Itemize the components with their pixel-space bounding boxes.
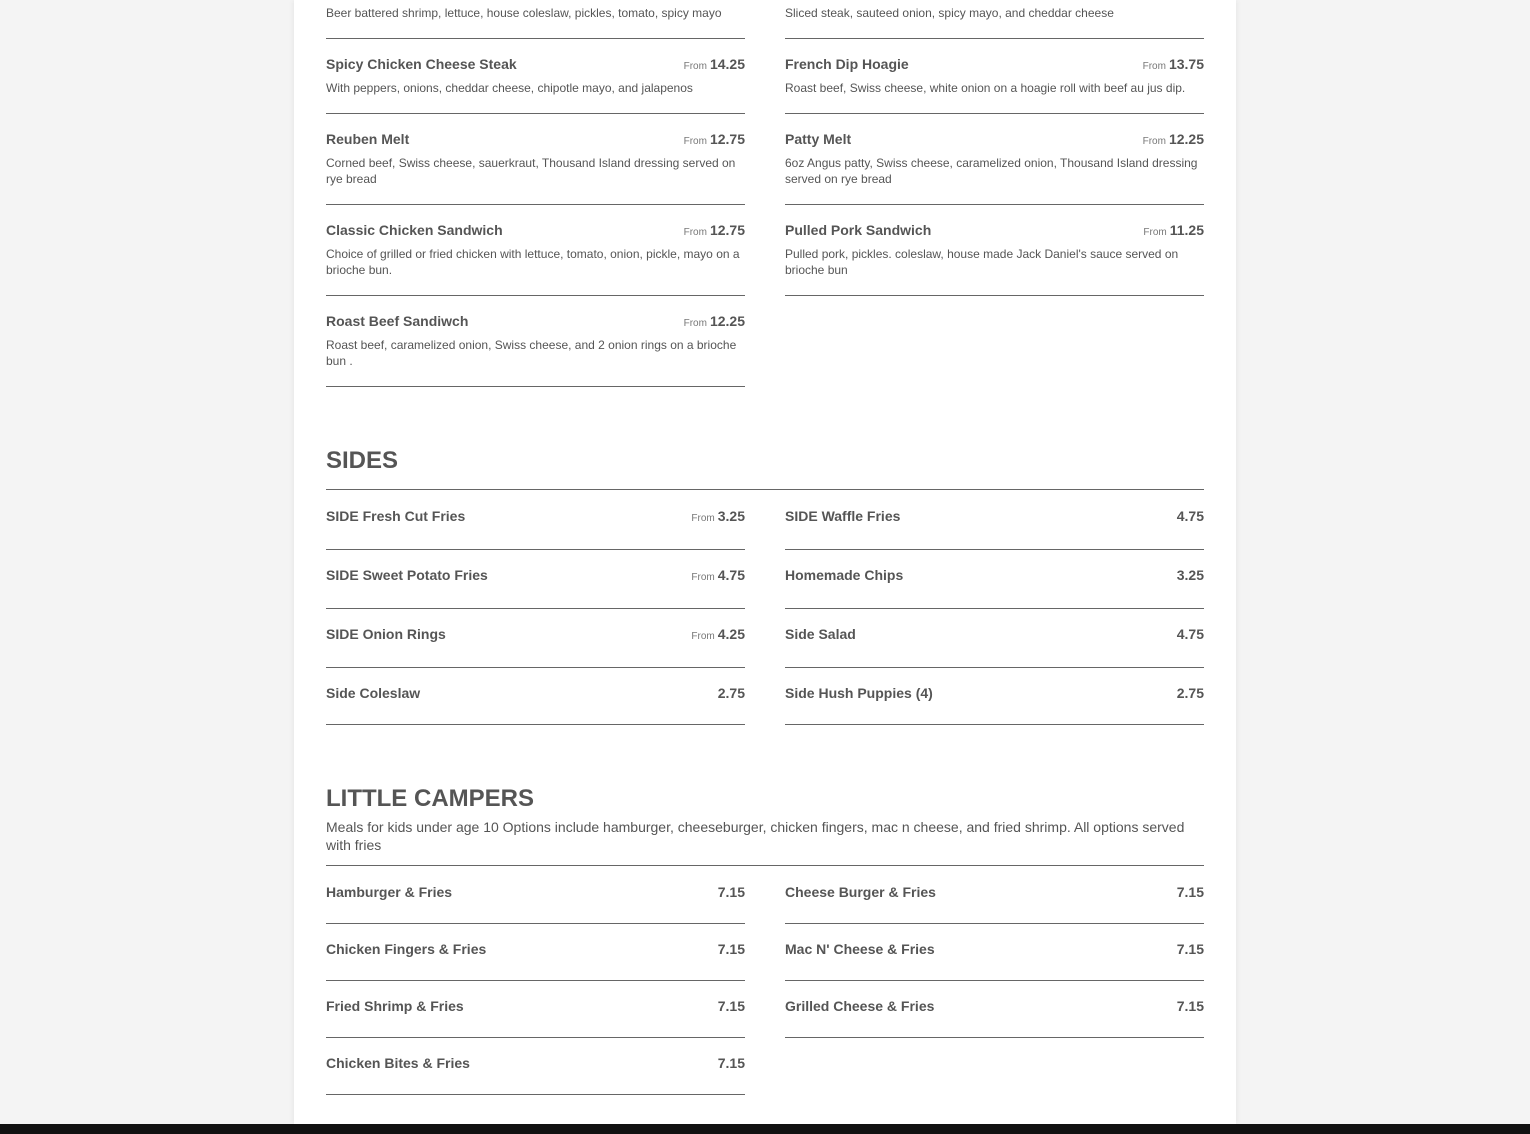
- item-name: Mac N' Cheese & Fries: [785, 941, 935, 957]
- item-price: [691, 508, 745, 527]
- item-price: [691, 626, 745, 645]
- section-description: Meals for kids under age 10 Options include hamburger, cheeseburger, chicken fingers, mac n cheese, and fried shrimp. All options served with fries: [326, 819, 1185, 853]
- price-value: 12.75: [709, 222, 745, 238]
- price-value: 12.75: [709, 131, 745, 147]
- from-label: From: [1142, 61, 1166, 72]
- item-price: [1143, 56, 1204, 75]
- price-value: 11.25: [1169, 222, 1204, 238]
- item-price: 4.75: [1176, 508, 1204, 524]
- menu-item[interactable]: [326, 56, 745, 114]
- menu-item[interactable]: [785, 567, 1204, 609]
- section-title-little-campers: LITTLE CAMPERS: [326, 785, 534, 812]
- item-price: [684, 313, 745, 332]
- item-description: Roast beef, Swiss cheese, white onion on a hoagie roll with beef au jus dip.: [785, 81, 1186, 95]
- menu-item[interactable]: [326, 884, 745, 924]
- menu-item-partial-left[interactable]: [326, 0, 745, 39]
- item-price: 7.15: [1176, 998, 1204, 1014]
- item-name: Side Hush Puppies (4): [785, 685, 933, 701]
- price-value: 14.25: [709, 56, 745, 72]
- from-label: From: [1143, 227, 1167, 238]
- item-name: Chicken Fingers & Fries: [326, 941, 487, 957]
- menu-item[interactable]: [326, 567, 745, 609]
- item-name: Side Coleslaw: [326, 685, 421, 701]
- item-name: Hamburger & Fries: [326, 884, 453, 900]
- menu-item[interactable]: [785, 131, 1204, 205]
- menu-item[interactable]: [326, 998, 745, 1038]
- menu-item[interactable]: [785, 222, 1204, 296]
- from-label: From: [691, 572, 715, 583]
- item-description: Roast beef, caramelized onion, Swiss cheese, and 2 onion rings on a brioche bun .: [326, 338, 737, 368]
- item-price: [1143, 222, 1204, 241]
- from-label: From: [683, 136, 707, 147]
- item-description: Beer battered shrimp, lettuce, house coleslaw, pickles, tomato, spicy mayo: [326, 6, 722, 20]
- item-price: [684, 131, 745, 150]
- item-price: 7.15: [1176, 884, 1204, 900]
- item-name: Homemade Chips: [785, 567, 904, 583]
- item-name: Patty Melt: [785, 131, 852, 147]
- menu-item[interactable]: [326, 626, 745, 668]
- item-price: 2.75: [1176, 685, 1204, 701]
- item-name: Reuben Melt: [326, 131, 410, 147]
- item-name: SIDE Fresh Cut Fries: [326, 508, 466, 524]
- from-label: From: [683, 61, 707, 72]
- menu-item[interactable]: [326, 131, 745, 205]
- menu-item[interactable]: [785, 626, 1204, 668]
- from-label: From: [1142, 136, 1166, 147]
- item-price: 7.15: [1176, 941, 1204, 957]
- item-price: 2.75: [717, 685, 745, 701]
- menu-item[interactable]: [785, 508, 1204, 550]
- item-description: Corned beef, Swiss cheese, sauerkraut, Thousand Island dressing served on rye bread: [326, 156, 736, 186]
- item-name: Roast Beef Sandiwch: [326, 313, 469, 329]
- menu-item[interactable]: [785, 56, 1204, 114]
- menu-item[interactable]: [785, 884, 1204, 924]
- item-price: 7.15: [717, 1055, 745, 1071]
- footer-bar: [0, 1124, 1530, 1134]
- item-price: 7.15: [717, 998, 745, 1014]
- menu-item[interactable]: [326, 313, 745, 387]
- item-name: French Dip Hoagie: [785, 56, 909, 72]
- item-price: 7.15: [717, 884, 745, 900]
- from-label: From: [691, 631, 715, 642]
- item-description: 6oz Angus patty, Swiss cheese, caramelized onion, Thousand Island dressing served on rye bread: [785, 156, 1198, 186]
- item-name: SIDE Waffle Fries: [785, 508, 901, 524]
- menu-item[interactable]: [326, 685, 745, 725]
- item-price: 7.15: [717, 941, 745, 957]
- item-description: Choice of grilled or fried chicken with lettuce, tomato, onion, pickle, mayo on a brioche bun.: [326, 247, 740, 277]
- menu-item[interactable]: [326, 941, 745, 981]
- item-name: SIDE Sweet Potato Fries: [326, 567, 488, 583]
- item-name: Grilled Cheese & Fries: [785, 998, 935, 1014]
- price-value: 12.25: [1168, 131, 1204, 147]
- item-description: Pulled pork, pickles. coleslaw, house made Jack Daniel's sauce served on brioche bun: [785, 247, 1179, 277]
- menu-item[interactable]: [326, 1055, 745, 1095]
- item-name: Pulled Pork Sandwich: [785, 222, 932, 238]
- from-label: From: [683, 227, 707, 238]
- section-title-sides: SIDES: [326, 447, 399, 474]
- menu-item[interactable]: [326, 508, 745, 550]
- item-price: [1143, 131, 1204, 150]
- item-name: Fried Shrimp & Fries: [326, 998, 464, 1014]
- item-name: Side Salad: [785, 626, 856, 642]
- price-value: 12.25: [709, 313, 745, 329]
- item-name: SIDE Onion Rings: [326, 626, 446, 642]
- item-price: [684, 222, 745, 241]
- item-price: [691, 567, 745, 586]
- menu-item[interactable]: [785, 941, 1204, 981]
- item-price: [684, 56, 745, 75]
- item-name: Classic Chicken Sandwich: [326, 222, 503, 238]
- from-label: From: [691, 513, 715, 524]
- price-value: 4.25: [717, 626, 745, 642]
- menu-item[interactable]: [785, 998, 1204, 1038]
- item-name: Chicken Bites & Fries: [326, 1055, 470, 1071]
- section-divider: [326, 865, 1204, 866]
- item-price: 4.75: [1176, 626, 1204, 642]
- menu-item[interactable]: [785, 685, 1204, 725]
- price-value: 4.75: [717, 567, 745, 583]
- from-label: From: [683, 318, 707, 329]
- item-name: Cheese Burger & Fries: [785, 884, 936, 900]
- item-description: Sliced steak, sauteed onion, spicy mayo, and cheddar cheese: [785, 6, 1114, 20]
- price-value: 3.25: [717, 508, 745, 524]
- menu-item-partial-right[interactable]: [785, 0, 1204, 39]
- item-price: 3.25: [1176, 567, 1204, 583]
- section-divider: [326, 489, 1204, 490]
- item-name: Spicy Chicken Cheese Steak: [326, 56, 517, 72]
- menu-item[interactable]: [326, 222, 745, 296]
- item-description: With peppers, onions, cheddar cheese, chipotle mayo, and jalapenos: [326, 81, 693, 95]
- price-value: 13.75: [1168, 56, 1204, 72]
